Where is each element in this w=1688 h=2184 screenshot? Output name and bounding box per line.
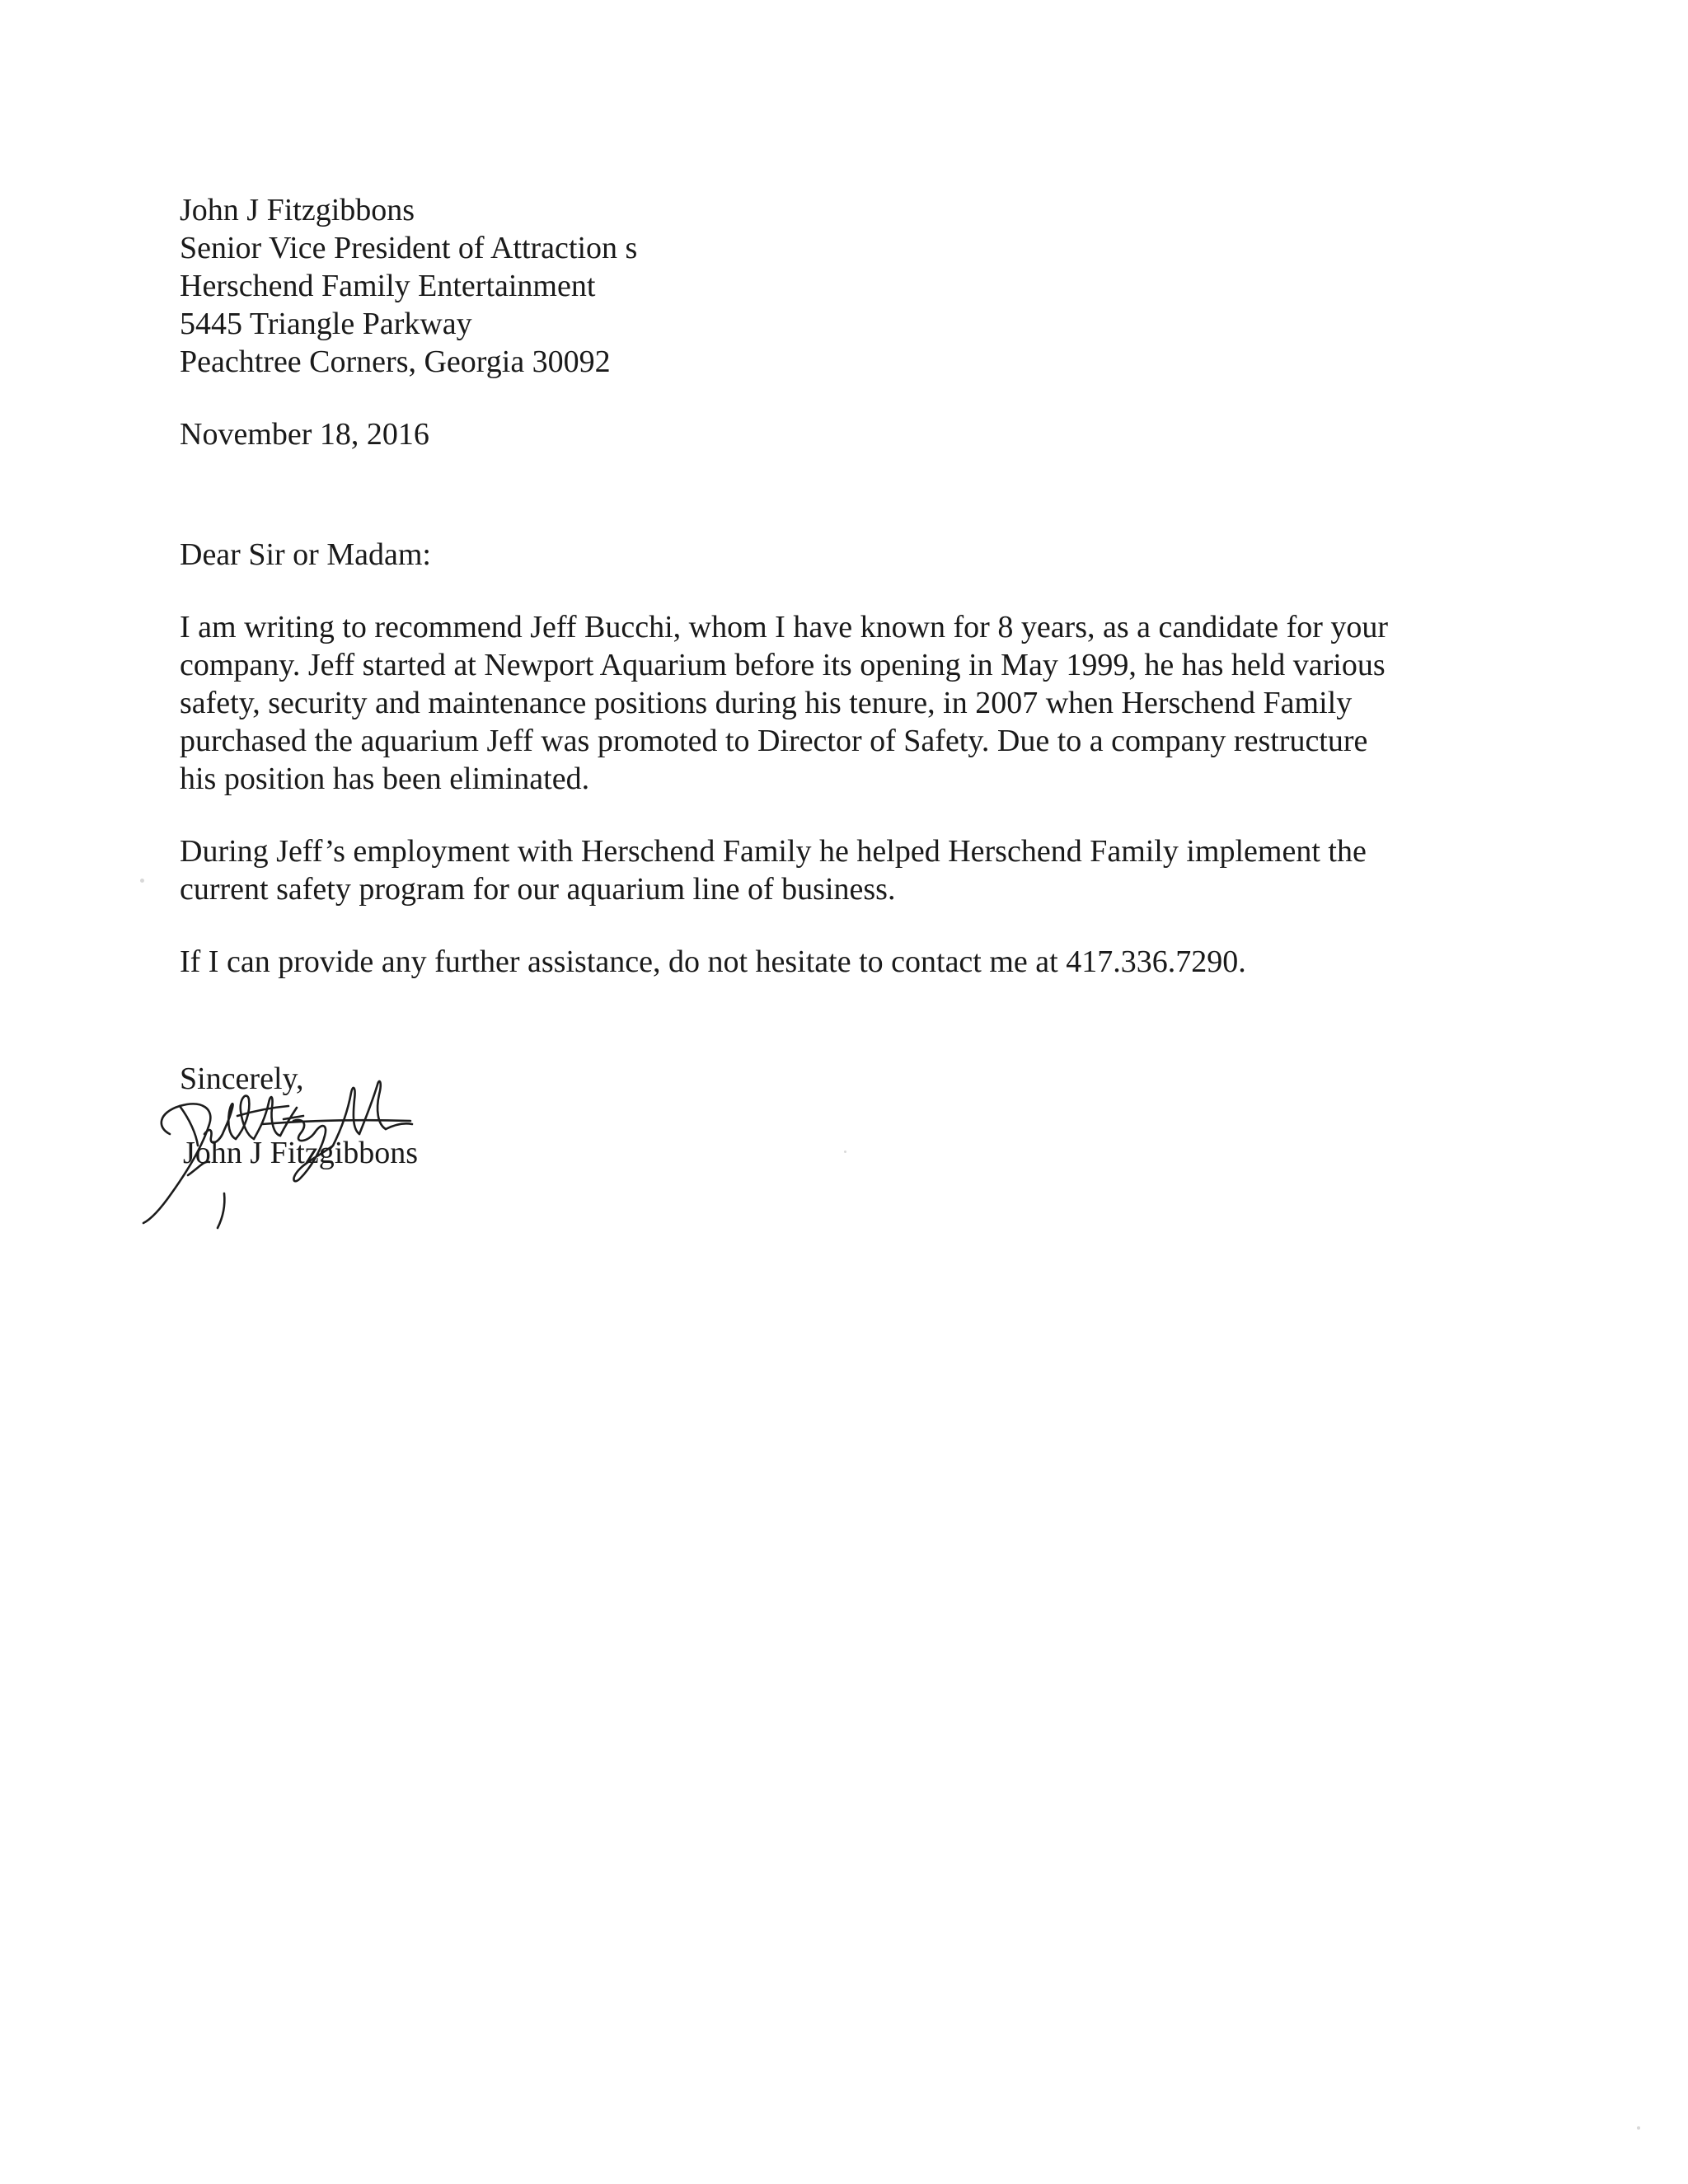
scan-speck (1637, 2126, 1640, 2130)
address-line-title: Senior Vice President of Attraction s (180, 231, 638, 265)
address-line-name: John J Fitzgibbons (180, 193, 415, 227)
address-line-city: Peachtree Corners, Georgia 30092 (180, 344, 611, 379)
paragraph-line: safety, security and maintenance positions during his tenure, in 2007 when Herschend Family (180, 686, 1353, 720)
address-line-company: Herschend Family Entertainment (180, 269, 596, 303)
paragraph-recommendation (180, 608, 1474, 798)
recipient-address-block (180, 191, 1474, 381)
paragraph-line: During Jeff’s employment with Herschend Family he helped Herschend Family implement the (180, 834, 1367, 869)
letter-body (180, 191, 1474, 1213)
salutation: Dear Sir or Madam: (180, 537, 431, 572)
scan-speck (140, 879, 144, 883)
scan-speck (844, 1151, 846, 1153)
address-line-street: 5445 Triangle Parkway (180, 307, 472, 341)
paragraph-line: If I can provide any further assistance, do not hesitate to contact me at 417.336.7290. (180, 944, 1246, 979)
paragraph-employment (180, 832, 1474, 908)
paragraph-contact (180, 943, 1474, 981)
signer-name: John J Fitzgibbons (183, 1136, 419, 1170)
paragraph-line: current safety program for our aquarium line of business. (180, 872, 896, 907)
paragraph-line: I am writing to recommend Jeff Bucchi, whom I have known for 8 years, as a candidate for your (180, 610, 1389, 644)
closing: Sincerely, (180, 1062, 304, 1096)
letter-date: November 18, 2016 (180, 417, 429, 452)
paragraph-line: purchased the aquarium Jeff was promoted to Director of Safety. Due to a company restructure (180, 724, 1368, 758)
signature-block (180, 1098, 1474, 1213)
paragraph-line: company. Jeff started at Newport Aquarium before its opening in May 1999, he has held various (180, 648, 1386, 682)
paragraph-line: his position has been eliminated. (180, 762, 590, 796)
